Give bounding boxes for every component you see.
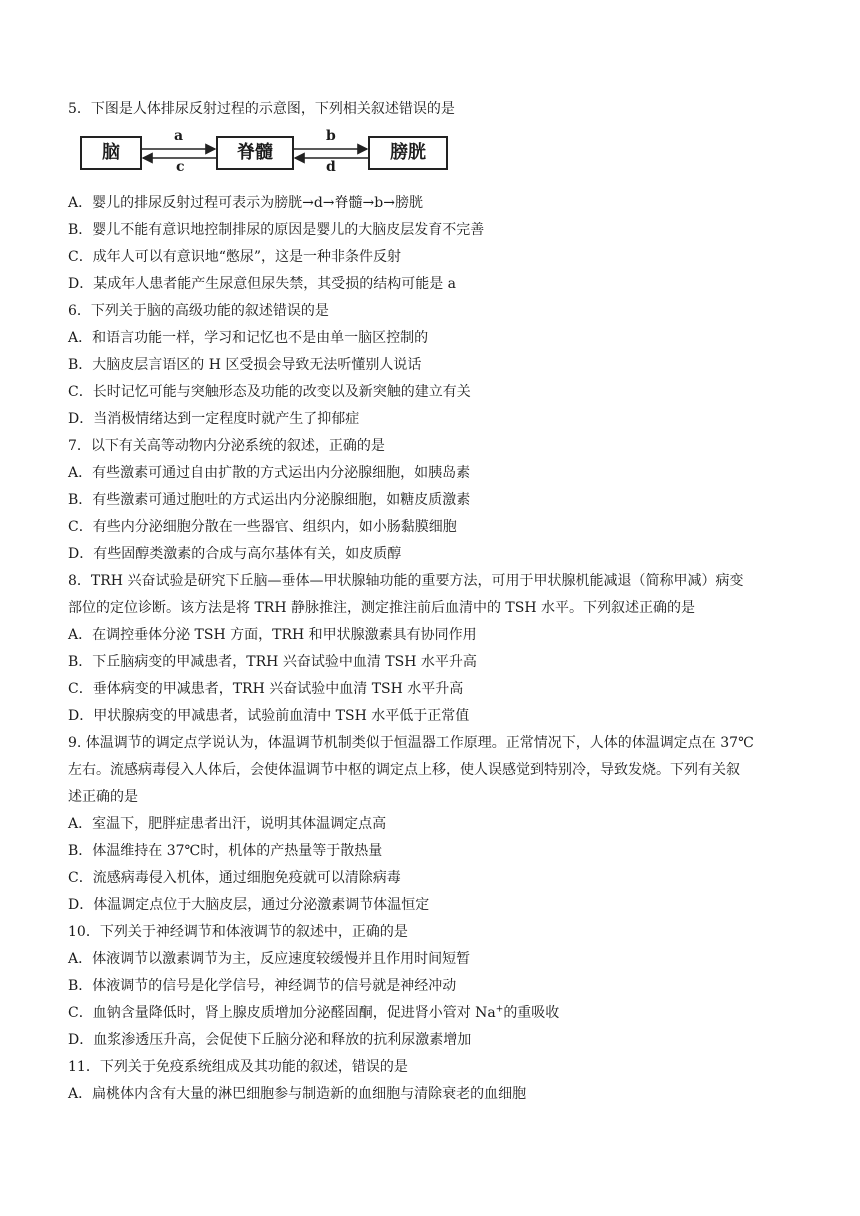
question-5-option-a: A．婴儿的排尿反射过程可表示为膀胱→d→脊髓→b→膀胱 [68, 195, 423, 211]
question-10-option-c [68, 1004, 798, 1022]
diagram-arrows [80, 132, 450, 178]
question-8-option-c: C．垂体病变的甲减患者，TRH 兴奋试验中血清 TSH 水平升高 [68, 681, 464, 697]
question-6-option-a: A．和语言功能一样，学习和记忆也不是由单一脑区控制的 [68, 330, 429, 346]
question-6-option-b: B．大脑皮层言语区的 H 区受损会导致无法听懂别人说话 [68, 357, 422, 373]
question-8-option-d: D．甲状腺病变的甲减患者，试验前血清中 TSH 水平低于正常值 [68, 708, 470, 724]
question-9-stem-line3: 述正确的是 [68, 789, 138, 805]
question-5-option-c: C．成年人可以有意识地“憋尿”，这是一种非条件反射 [68, 249, 402, 265]
question-7-option-a: A．有些激素可通过自由扩散的方式运出内分泌腺细胞，如胰岛素 [68, 465, 471, 481]
question-8-stem-line2: 部位的定位诊断。该方法是将 TRH 静脉推注，测定推注前后血清中的 TSH 水平。下列叙述正确的是 [68, 600, 696, 616]
box-bladder: 膀胱 [368, 136, 448, 170]
question-10-option-c-suffix: 的重吸收 [503, 1005, 560, 1021]
question-8-option-b: B．下丘脑病变的甲减患者，TRH 兴奋试验中血清 TSH 水平升高 [68, 654, 477, 670]
question-10-option-b: B．体液调节的信号是化学信号，神经调节的信号就是神经冲动 [68, 978, 457, 994]
question-5-option-d: D．某成年人患者能产生尿意但尿失禁，其受损的结构可能是 a [68, 276, 457, 292]
question-8-option-a: A．在调控垂体分泌 TSH 方面，TRH 和甲状腺激素具有协同作用 [68, 627, 477, 643]
question-9-stem-line2: 左右。流感病毒侵入人体后，会使体温调节中枢的调定点上移，使人误感觉到特别冷，导致发烧。下列有关叙 [68, 762, 740, 778]
micturition-reflex-diagram [80, 128, 450, 178]
question-9-option-d: D．体温调定点位于大脑皮层，通过分泌激素调节体温恒定 [68, 897, 430, 913]
question-10-stem: 10．下列关于神经调节和体液调节的叙述中，正确的是 [68, 924, 408, 940]
question-6-option-c: C．长时记忆可能与突触形态及功能的改变以及新突触的建立有关 [68, 384, 471, 400]
question-9-option-b: B．体温维持在 37℃时，机体的产热量等于散热量 [68, 843, 383, 859]
question-7-option-c: C．有些内分泌细胞分散在一些器官、组织内，如小肠黏膜细胞 [68, 519, 457, 535]
question-9-option-a: A．室温下，肥胖症患者出汗，说明其体温调定点高 [68, 816, 387, 832]
question-10-option-d: D．血浆渗透压升高，会促使下丘脑分泌和释放的抗利尿激素增加 [68, 1032, 472, 1048]
question-6-option-d: D．当消极情绪达到一定程度时就产生了抑郁症 [68, 411, 360, 427]
question-5-stem: 5．下图是人体排尿反射过程的示意图，下列相关叙述错误的是 [68, 101, 455, 117]
label-d: d [326, 159, 336, 175]
question-7-stem: 7．以下有关高等动物内分泌系统的叙述，正确的是 [68, 438, 385, 454]
question-7-option-b: B．有些激素可通过胞吐的方式运出内分泌腺细胞，如糖皮质激素 [68, 492, 471, 508]
question-5-option-b: B．婴儿不能有意识地控制排尿的原因是婴儿的大脑皮层发育不完善 [68, 222, 485, 238]
question-9-stem-line1: 9. 体温调节的调定点学说认为，体温调节机制类似于恒温器工作原理。正常情况下，人体的体温调定点在 37℃ [68, 735, 754, 751]
question-11-stem: 11．下列关于免疫系统组成及其功能的叙述，错误的是 [68, 1059, 408, 1075]
label-b: b [326, 128, 336, 144]
question-10-option-a: A．体液调节以激素调节为主，反应速度较缓慢并且作用时间短暂 [68, 951, 471, 967]
box-brain: 脑 [80, 136, 142, 170]
question-7-option-d: D．有些固醇类激素的合成与高尔基体有关，如皮质醇 [68, 546, 402, 562]
question-11-option-a: A．扁桃体内含有大量的淋巴细胞参与制造新的血细胞与清除衰老的血细胞 [68, 1086, 527, 1102]
label-a: a [174, 128, 184, 144]
question-8-stem-line1: 8．TRH 兴奋试验是研究下丘脑—垂体—甲状腺轴功能的重要方法，可用于甲状腺机能减退（简称甲减）病变 [68, 573, 744, 589]
box-spinal-cord: 脊髓 [216, 136, 294, 170]
label-c: c [176, 159, 185, 175]
question-6-stem: 6．下列关于脑的高级功能的叙述错误的是 [68, 303, 329, 319]
sodium-charge-superscript: + [495, 1004, 504, 1015]
question-9-option-c: C．流感病毒侵入机体，通过细胞免疫就可以清除病毒 [68, 870, 401, 886]
question-10-option-c-text: C．血钠含量降低时，肾上腺皮质增加分泌醛固酮，促进肾小管对 Na [68, 1005, 496, 1021]
